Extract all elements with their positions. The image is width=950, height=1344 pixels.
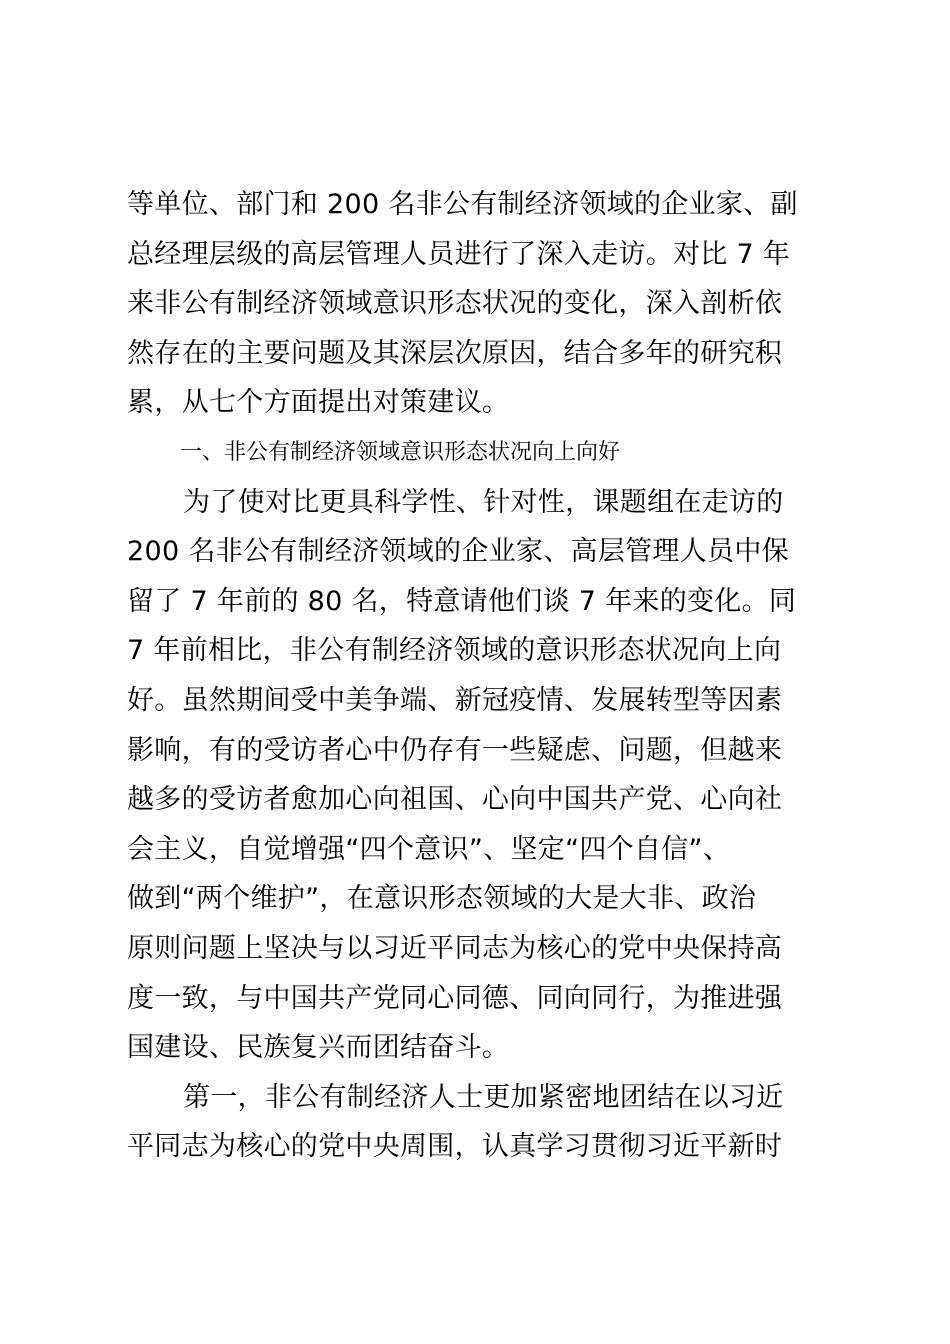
document-body (127, 180, 833, 1172)
text-line: 会主义，自觉增强“四个意识”、坚定“四个自信”、 (127, 833, 731, 865)
text-line: 越多的受访者愈加心向祖国、心向中国共产党、心向社 (127, 784, 783, 816)
text-line: 影响，有的受访者心中仍存有一些疑虑、问题，但越来 (127, 734, 783, 766)
text-line: 度一致，与中国共产党同心同德、同向同行，为推进强 (127, 982, 783, 1014)
text-line: 来非公有制经济领域意识形态状况的变化，深入剖析依 (127, 288, 783, 320)
text-line: 为了使对比更具科学性、针对性，课题组在走访的 (183, 486, 784, 518)
text-line: 原则问题上坚决与以习近平同志为核心的党中央保持高 (127, 932, 783, 964)
text-line: 累，从七个方面提出对策建议。 (127, 387, 510, 419)
text-line: 第一，非公有制经济人士更加紧密地团结在以习近 (183, 1081, 784, 1113)
text-line: 做到“两个维护”，在意识形态领域的大是大非、政治 (127, 883, 757, 915)
text-line: 留了 7 年前的 80 名，特意请他们谈 7 年来的变化。同 (127, 585, 797, 617)
paragraph-intro (127, 180, 833, 428)
text-line: 国建设、民族复兴而团结奋斗。 (127, 1032, 510, 1064)
text-line: 然存在的主要问题及其深层次原因，结合多年的研究积 (127, 337, 783, 369)
text-line: 等单位、部门和 200 名非公有制经济领域的企业家、副 (127, 189, 798, 220)
text-line: 200 名非公有制经济领域的企业家、高层管理人员中保 (127, 536, 789, 568)
text-line: 好。虽然期间受中美争端、新冠疫情、发展转型等因素 (127, 684, 783, 716)
section-heading: 一、非公有制经济领域意识形态状况向上向好 (180, 439, 621, 465)
paragraph-first-point (127, 1073, 833, 1172)
text-line: 7 年前相比，非公有制经济领域的意识形态状况向上向 (127, 635, 782, 667)
paragraph-comparison (127, 478, 833, 1073)
text-line: 平同志为核心的党中央周围，认真学习贯彻习近平新时 (127, 1131, 783, 1163)
text-line: 总经理层级的高层管理人员进行了深入走访。对比 7 年 (127, 238, 791, 270)
